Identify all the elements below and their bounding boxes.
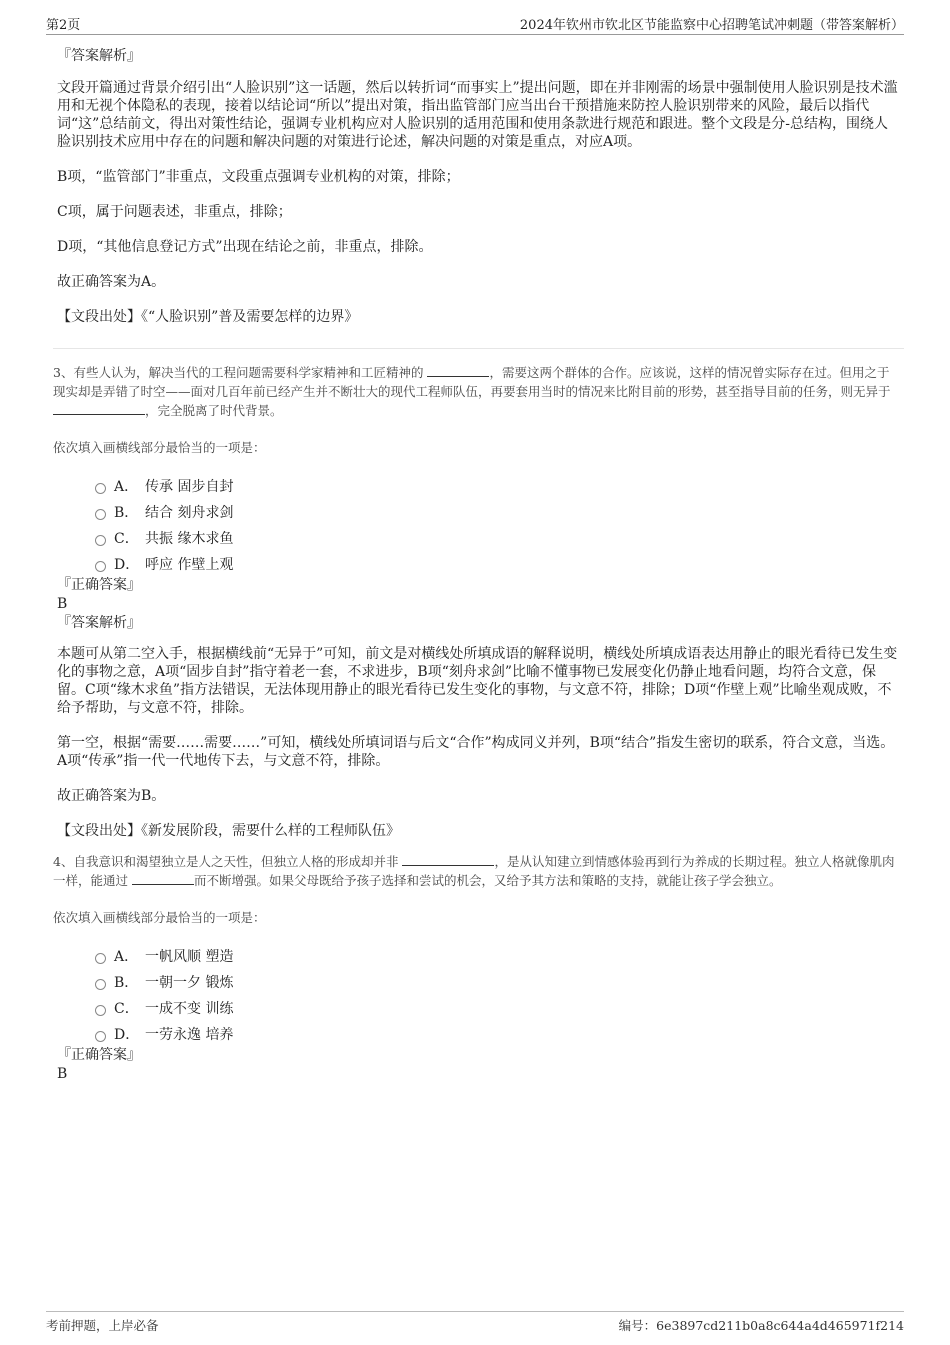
option-text: 传承 固步自封	[145, 479, 234, 495]
option-letter: B．	[114, 505, 139, 521]
option-letter: C．	[114, 1001, 139, 1017]
q4-text-part: 而不断增强。如果父母既给予孩子选择和尝试的机会，又给予其方法和策略的支持，就能让孩子学会独立。	[193, 873, 782, 888]
q4-option-b[interactable]	[57, 972, 900, 998]
q3-blank-1	[427, 364, 489, 377]
q3-blank-2	[53, 402, 145, 415]
q2-source: 【文段出处】《“人脸识别”普及需要怎样的边界》	[57, 309, 359, 325]
q3-answer-statement: 故正确答案为B。	[57, 788, 166, 804]
q3-prompt: 依次填入画横线部分最恰当的一项是：	[53, 440, 266, 455]
q4-prompt: 依次填入画横线部分最恰当的一项是：	[53, 910, 266, 925]
q4-option-d[interactable]	[57, 1024, 900, 1050]
q2-analysis-label: 『答案解析』	[57, 48, 141, 64]
q4-option-a[interactable]	[57, 946, 900, 972]
q3-source: 【文段出处】《新发展阶段，需要什么样的工程师队伍》	[57, 823, 400, 839]
page-header	[46, 14, 904, 35]
q4-correct-answer: B	[57, 1066, 68, 1082]
option-text: 一帆风顺 塑造	[145, 949, 234, 965]
q4-correct-label: 『正确答案』	[57, 1047, 141, 1063]
page-footer	[46, 1311, 904, 1333]
option-text: 呼应 作壁上观	[145, 557, 234, 573]
q3-analysis-paragraph: 第一空，根据“需要……需要……”可知，横线处所填词语与后文“合作”构成同义并列，B项“结合”指发生密切的联系，符合文意，当选。A项“传承”指一代一代地传下去，与文意不符，排除。	[57, 735, 895, 769]
q3-text-part: ，完全脱离了时代背景。	[145, 403, 283, 418]
section-divider	[53, 348, 904, 363]
radio-icon[interactable]	[95, 509, 106, 520]
q4-text-part: 4、自我意识和渴望独立是人之天性，但独立人格的形成却并非	[53, 854, 403, 869]
q3-option-d[interactable]	[57, 554, 900, 580]
radio-icon[interactable]	[95, 535, 106, 546]
q4-blank-1	[402, 853, 494, 866]
radio-icon[interactable]	[95, 1031, 106, 1042]
q4-option-c[interactable]	[57, 998, 900, 1024]
q2-analysis-paragraph: C项，属于问题表述，非重点，排除；	[57, 204, 292, 220]
page-number: 第2页	[46, 18, 81, 33]
radio-icon[interactable]	[95, 953, 106, 964]
q3-correct-label: 『正确答案』	[57, 577, 141, 593]
q4-text-part: ，是从认知建立到情感体验再到行为养成的长期过程。独立人格就像肌肉一样，能通过	[53, 854, 895, 888]
q2-answer-statement: 故正确答案为A。	[57, 274, 166, 290]
q3-correct-answer: B	[57, 596, 68, 612]
radio-icon[interactable]	[95, 561, 106, 572]
q2-analysis-paragraph: B项，“监管部门”非重点，文段重点强调专业机构的对策，排除；	[57, 169, 460, 185]
option-letter: D．	[114, 1027, 140, 1043]
option-letter: A．	[114, 949, 139, 965]
q4-options	[57, 946, 900, 1050]
option-letter: C．	[114, 531, 139, 547]
option-text: 结合 刻舟求剑	[145, 505, 234, 521]
option-text: 一朝一夕 锻炼	[145, 975, 234, 991]
option-text: 一成不变 训练	[145, 1001, 234, 1017]
q2-analysis-paragraph: D项，“其他信息登记方式”出现在结论之前，非重点，排除。	[57, 239, 433, 255]
option-text: 一劳永逸 培养	[145, 1027, 234, 1043]
option-letter: A．	[114, 479, 139, 495]
q3-option-b[interactable]	[57, 502, 900, 528]
q3-analysis-paragraph: 本题可从第二空入手，根据横线前“无异于”可知，前文是对横线处所填成语的解释说明，横线处所填成语表达用静止的眼光看待已发生变化的事物之意，A项“固步自封”指守着老一套，不求进步，B项“刻舟求剑”比喻不懂事物已发展变化仍静止地看问题，均符合文意，保留。C项“缘木求鱼”指方法错误，无法体现用静止的眼光看待已发生变化的事物，与文意不符，排除；D项“作壁上观”比喻坐观成败，不给予帮助，与文意不符，排除。	[57, 646, 898, 716]
option-letter: B．	[114, 975, 139, 991]
radio-icon[interactable]	[95, 1005, 106, 1016]
footer-slogan: 考前押题，上岸必备	[46, 1318, 159, 1333]
q3-text-part: ，需要这两个群体的合作。应该说，这样的情况曾实际存在过。但用之于现实却是弄错了时空——面对几百年前已经产生并不断壮大的现代工程师队伍，再要套用当时的情况来比附目前的形势，甚至指导目前的任务，则无异于	[53, 365, 891, 399]
q4-question-text	[53, 852, 900, 890]
option-text: 共振 缘木求鱼	[145, 531, 234, 547]
document-title: 2024年钦州市钦北区节能监察中心招聘笔试冲刺题（带答案解析）	[519, 18, 904, 33]
q4-blank-2	[132, 872, 194, 885]
footer-serial: 编号：6e3897cd211b0a8c644a4d465971f214	[618, 1318, 904, 1333]
radio-icon[interactable]	[95, 979, 106, 990]
radio-icon[interactable]	[95, 483, 106, 494]
q3-option-c[interactable]	[57, 528, 900, 554]
q2-analysis-paragraph: 文段开篇通过背景介绍引出“人脸识别”这一话题，然后以转折词“而事实上”提出问题，即在并非刚需的场景中强制使用人脸识别是技术滥用和无视个体隐私的表现，接着以结论词“所以”提出对策，指出监管部门应当出台干预措施来防控人脸识别带来的风险，最后以指代词“这”总结前文，得出对策性结论，强调专业机构应对人脸识别的适用范围和使用条款进行规范和跟进。整个文段是分-总结构，围绕人脸识别技术应用中存在的问题和解决问题的对策进行论述，解决问题的对策是重点，对应A项。	[57, 80, 898, 150]
q3-analysis-label: 『答案解析』	[57, 615, 141, 631]
q3-text-part: 3、有些人认为，解决当代的工程问题需要科学家精神和工匠精神的	[53, 365, 428, 380]
q3-question-text	[53, 363, 900, 420]
q3-option-a[interactable]	[57, 476, 900, 502]
page-content	[53, 46, 900, 1084]
q3-options	[57, 476, 900, 580]
option-letter: D．	[114, 557, 140, 573]
